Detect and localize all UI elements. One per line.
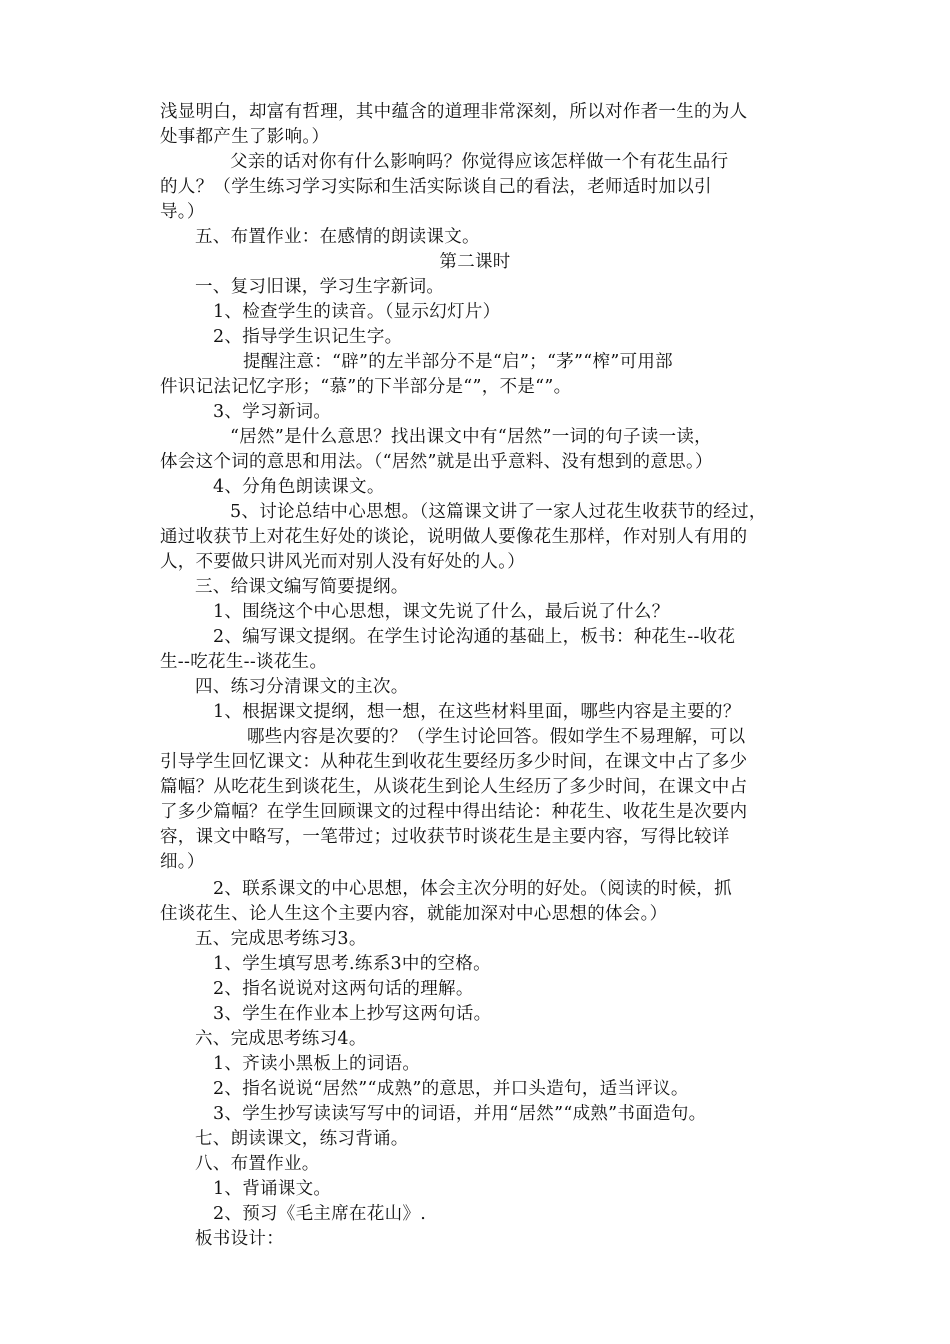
text-line: 五、布置作业：在感情的朗读课文。 bbox=[195, 227, 480, 247]
text-line: 2、联系课文的中心思想，体会主次分明的好处。（阅读的时候，抓 bbox=[213, 879, 732, 899]
text-line: 1、检查学生的读音。（显示幻灯片） bbox=[213, 302, 501, 322]
text-line: 哪些内容是次要的？（学生讨论回答。假如学生不易理解，可以 bbox=[247, 727, 746, 747]
text-line: 细。） bbox=[160, 852, 205, 872]
text-line: 4、分角色朗读课文。 bbox=[213, 477, 385, 497]
text-line: 父亲的话对你有什么影响吗？你觉得应该怎样做一个有花生品行 bbox=[230, 152, 729, 172]
text-line: 1、根据课文提纲，想一想，在这些材料里面，哪些内容是主要的？ bbox=[213, 702, 741, 722]
text-line: 引导学生回忆课文：从种花生到收花生要经历多少时间，在课文中占了多少 bbox=[160, 752, 748, 772]
text-line: 五、完成思考练习3。 bbox=[195, 929, 367, 949]
text-line: 了多少篇幅？在学生回顾课文的过程中得出结论：种花生、收花生是次要内 bbox=[160, 802, 748, 822]
text-line: 5、讨论总结中心思想。（这篇课文讲了一家人过花生收获节的经过， bbox=[230, 502, 767, 522]
text-line: 2、指导学生识记生字。 bbox=[213, 327, 403, 347]
text-line: 八、布置作业。 bbox=[195, 1154, 320, 1174]
text-line: 六、完成思考练习4。 bbox=[195, 1029, 367, 1049]
text-line: 3、学生在作业本上抄写这两句话。 bbox=[213, 1004, 492, 1024]
text-line: 件识记法记忆字形；“慕”的下半部分是“”，不是“”。 bbox=[160, 377, 572, 397]
text-line: 通过收获节上对花生好处的谈论，说明做人要像花生那样，作对别人有用的 bbox=[160, 527, 748, 547]
text-line: 三、给课文编写简要提纲。 bbox=[195, 577, 409, 597]
text-line: 1、学生填写思考.练系3中的空格。 bbox=[213, 954, 491, 974]
text-line: 的人？（学生练习学习实际和生活实际谈自己的看法，老师适时加以引 bbox=[160, 177, 712, 197]
text-line: 一、复习旧课，学习生字新词。 bbox=[195, 277, 445, 297]
text-line: 2、指名说说“居然”“成熟”的意思，并口头造句，适当评议。 bbox=[213, 1079, 689, 1099]
text-line: 人，不要做只讲风光而对别人没有好处的人。） bbox=[160, 552, 526, 572]
text-line: 容，课文中略写，一笔带过；过收获节时谈花生是主要内容，写得比较详 bbox=[160, 827, 730, 847]
text-line: 浅显明白，却富有哲理，其中蕴含的道理非常深刻，所以对作者一生的为人 bbox=[160, 102, 748, 122]
text-line: “居然”是什么意思？找出课文中有“居然”一词的句子读一读， bbox=[230, 427, 712, 447]
text-line: 篇幅？从吃花生到谈花生，从谈花生到论人生经历了多少时间，在课文中占 bbox=[160, 777, 748, 797]
text-line: 处事都产生了影响。） bbox=[160, 127, 330, 147]
text-line: 体会这个词的意思和用法。（“居然”就是出乎意料、没有想到的意思。） bbox=[160, 452, 713, 472]
text-line: 2、指名说说对这两句话的理解。 bbox=[213, 979, 474, 999]
text-line: 2、编写课文提纲。在学生讨论沟通的基础上，板书：种花生--收花 bbox=[213, 627, 736, 647]
text-line: 提醒注意：“辟”的左半部分不是“启”；“茅”“榨”可用部 bbox=[243, 352, 673, 372]
text-line: 1、围绕这个中心思想，课文先说了什么，最后说了什么？ bbox=[213, 602, 670, 622]
text-line: 七、朗读课文，练习背诵。 bbox=[195, 1129, 409, 1149]
text-line: 住谈花生、论人生这个主要内容，就能加深对中心思想的体会。） bbox=[160, 904, 668, 924]
text-line: 生--吃花生--谈花生。 bbox=[160, 652, 328, 672]
text-line: 四、练习分清课文的主次。 bbox=[195, 677, 409, 697]
text-line: 3、学习新词。 bbox=[213, 402, 332, 422]
text-line: 1、背诵课文。 bbox=[213, 1179, 332, 1199]
text-line: 导。） bbox=[160, 202, 205, 222]
text-line: 3、学生抄写读读写写中的词语，并用“居然”“成熟”书面造句。 bbox=[213, 1104, 707, 1124]
text-line: 板书设计： bbox=[195, 1229, 284, 1249]
text-line: 2、预习《毛主席在花山》. bbox=[213, 1204, 427, 1224]
section-heading: 第二课时 bbox=[439, 252, 511, 272]
text-line: 1、齐读小黑板上的词语。 bbox=[213, 1054, 421, 1074]
